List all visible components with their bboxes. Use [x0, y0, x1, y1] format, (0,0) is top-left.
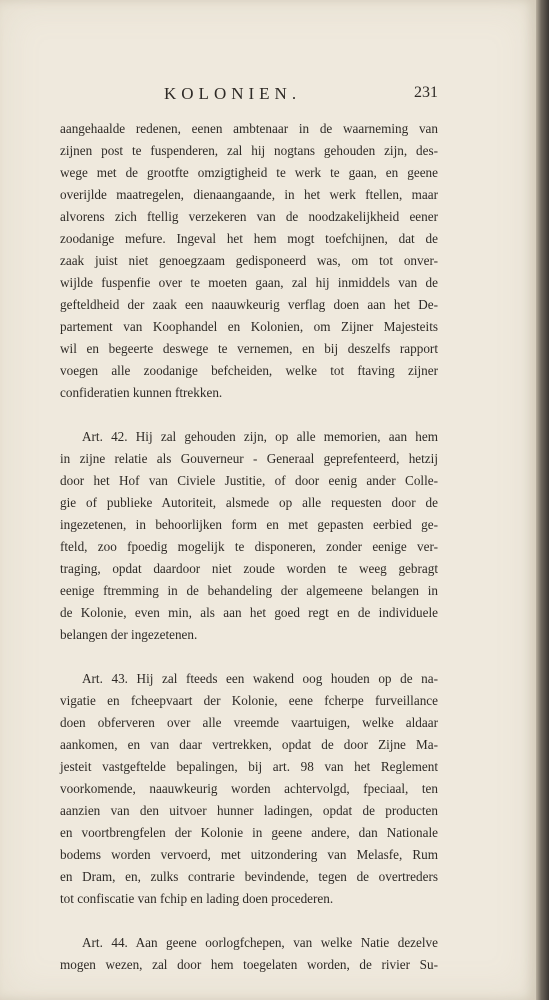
page-edge-shadow: [536, 0, 549, 1000]
text-line: bodems worden vervoerd, met uitzondering van Melasfe, Rum: [60, 847, 438, 862]
text-line: voegen alle zoodanige befcheiden, welke tot ftaving zijner: [60, 363, 438, 378]
text-line: gefteldheid der zaak een naauwkeurig verflag doen aan het De-: [60, 297, 438, 312]
paragraph: [60, 668, 438, 910]
text-line: doen obferveren over alle vreemde vaartuigen, welke aldaar: [60, 715, 438, 730]
text-line: aanzien van den uitvoer hunner ladingen, opdat de producten: [60, 803, 438, 818]
text-line: traging, opdat daardoor niet zoude worden te weeg gebragt: [60, 561, 438, 576]
paragraph: [60, 426, 438, 646]
text-line: wil en begeerte deswege te vernemen, en bij deszelfs rapport: [60, 341, 438, 356]
body-text: [60, 118, 438, 976]
text-line: wijlde fuspenfie over te moeten gaan, zal hij inmiddels van de: [60, 275, 438, 290]
text-line: en Dram, en, zulks contrarie bevindende, tegen de overtreders: [60, 869, 438, 884]
text-line: aangehaalde redenen, eenen ambtenaar in de waarneming van: [60, 121, 438, 136]
text-line: partement van Koophandel en Kolonien, om Zijner Majesteits: [60, 319, 438, 334]
text-line: gie of publieke Autoriteit, alsmede op alle requesten door de: [60, 495, 438, 510]
text-line: fteld, zoo fpoedig mogelijk te disponeren, zonder eenige ver-: [60, 539, 438, 554]
running-title: KOLONIEN.: [164, 84, 302, 103]
text-line: overijlde maatregelen, dienaangaande, in het werk ftellen, maar: [60, 187, 438, 202]
text-line: en voortbrengfelen der Kolonie in geene andere, dan Nationale: [60, 825, 438, 840]
text-line: tot confiscatie van fchip en lading doen procederen.: [60, 891, 334, 906]
text-line: de Kolonie, even min, als aan het goed regt en de individuele: [60, 605, 438, 620]
text-line: zaak juist niet genoegzaam gedisponeerd was, om tot onver-: [60, 253, 438, 268]
text-line: eenige ftremming in de behandeling der algemeene belangen in: [60, 583, 438, 598]
paragraph: [60, 118, 438, 404]
text-line: voorkomende, naauwkeurig worden achtervolgd, fpeciaal, ten: [60, 781, 438, 796]
paragraph: [60, 932, 438, 976]
text-line: zoodanige mefure. Ingeval het hem mogt toefchijnen, dat de: [60, 231, 438, 246]
text-line: aankomen, en van daar vertrekken, opdat de door Zijne Ma-: [60, 737, 438, 752]
text-line: belangen der ingezetenen.: [60, 627, 198, 642]
text-line: Art. 42. Hij zal gehouden zijn, op alle memorien, aan hem: [82, 429, 438, 444]
text-line: Art. 44. Aan geene oorlogfchepen, van welke Natie dezelve: [82, 935, 438, 950]
text-line: wege met de grootfte omzigtigheid te werk te gaan, en geene: [60, 165, 438, 180]
text-line: in zijne relatie als Gouverneur - Generaal geprefenteerd, hetzij: [60, 451, 438, 466]
text-line: door het Hof van Civiele Justitie, of door eenig ander Colle-: [60, 473, 438, 488]
text-line: alvorens zich ftellig verzekeren van de noodzakelijkheid eener: [60, 209, 438, 224]
running-head: [60, 84, 438, 108]
text-line: jesteit vastgeftelde bepalingen, bij art. 98 van het Reglement: [60, 759, 438, 774]
text-line: mogen wezen, zal door hem toegelaten worden, de rivier Su-: [60, 957, 438, 972]
text-line: vigatie en fcheepvaart der Kolonie, eene fcherpe furveillance: [60, 693, 438, 708]
text-line: zijnen post te fuspenderen, zal hij nogtans gehouden zijn, des-: [60, 143, 438, 158]
text-line: confideratien kunnen ftrekken.: [60, 385, 223, 400]
page-number: 231: [414, 84, 438, 101]
text-line: Art. 43. Hij zal fteeds een wakend oog houden op de na-: [82, 671, 438, 686]
text-line: ingezetenen, in behoorlijken form en met gepasten eerbied ge-: [60, 517, 438, 532]
